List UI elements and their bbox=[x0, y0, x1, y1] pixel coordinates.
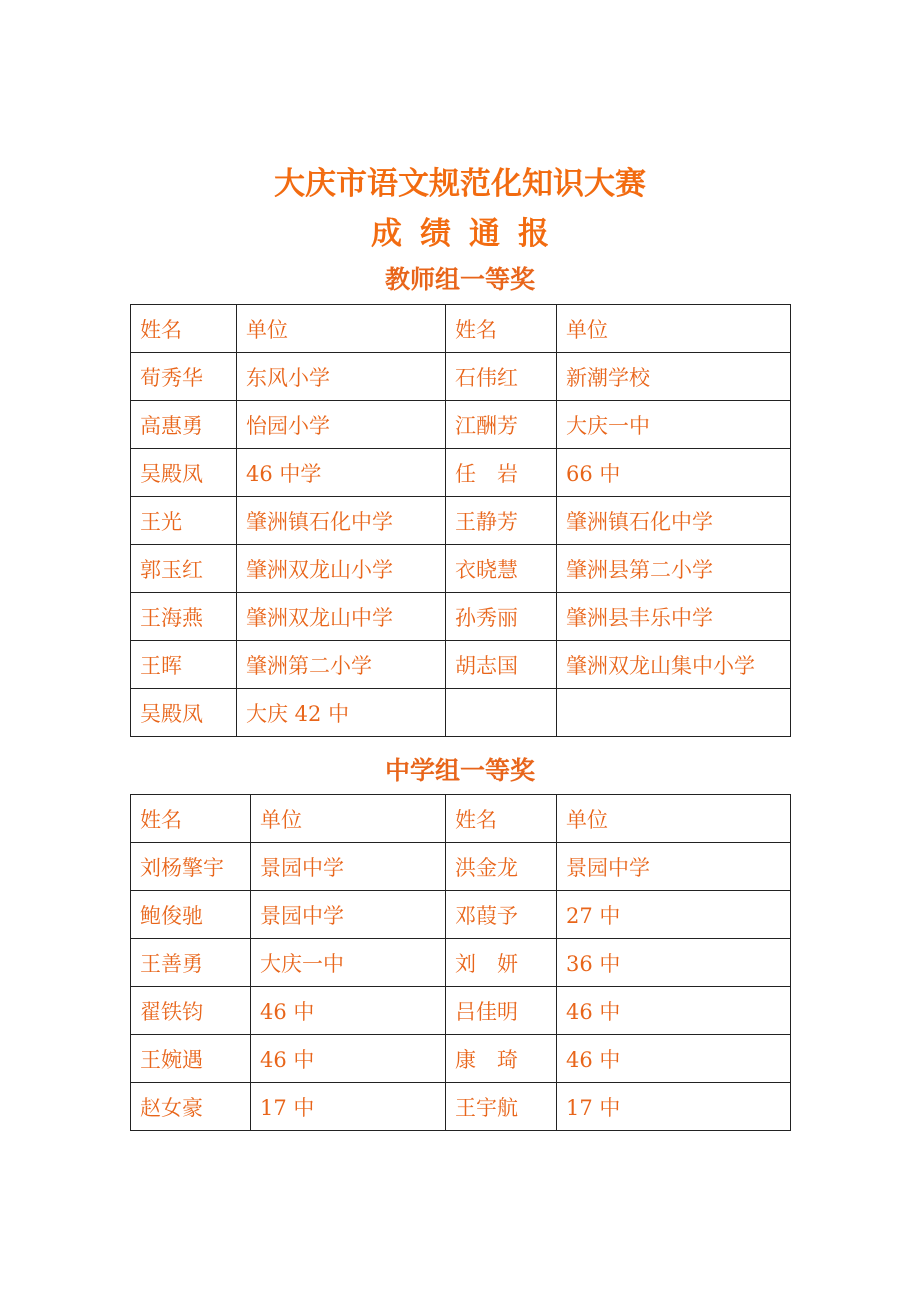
table-row bbox=[131, 449, 791, 497]
unit-cell: 肇洲双龙山小学 bbox=[237, 545, 446, 593]
name-cell: 康 琦 bbox=[446, 1035, 557, 1083]
unit-cell: 46 中 bbox=[557, 1035, 791, 1083]
name-cell: 王静芳 bbox=[446, 497, 557, 545]
name-cell: 吴殿凤 bbox=[131, 449, 237, 497]
unit-cell: 新潮学校 bbox=[557, 353, 791, 401]
table-row bbox=[131, 891, 791, 939]
table-row bbox=[131, 497, 791, 545]
unit-cell: 46 中 bbox=[251, 987, 446, 1035]
name-cell: 孙秀丽 bbox=[446, 593, 557, 641]
unit-cell: 大庆 42 中 bbox=[237, 689, 446, 737]
header-unit-cell: 单位 bbox=[251, 795, 446, 843]
name-cell: 任 岩 bbox=[446, 449, 557, 497]
name-cell: 刘杨擎宇 bbox=[131, 843, 251, 891]
unit-cell: 怡园小学 bbox=[237, 401, 446, 449]
unit-cell: 东风小学 bbox=[237, 353, 446, 401]
name-cell: 王婉遇 bbox=[131, 1035, 251, 1083]
name-cell: 高惠勇 bbox=[131, 401, 237, 449]
unit-cell: 46 中 bbox=[557, 987, 791, 1035]
table-row bbox=[131, 353, 791, 401]
name-cell: 王善勇 bbox=[131, 939, 251, 987]
table-row bbox=[131, 593, 791, 641]
middle-section-heading: 中学组一等奖 bbox=[384, 756, 535, 785]
unit-cell: 大庆一中 bbox=[251, 939, 446, 987]
name-cell: 吴殿凤 bbox=[131, 689, 237, 737]
teacher-award-table bbox=[130, 304, 791, 737]
unit-cell: 肇洲县第二小学 bbox=[557, 545, 791, 593]
header-name-cell: 姓名 bbox=[446, 795, 557, 843]
document-title: 大庆市语文规范化知识大赛 bbox=[274, 166, 646, 202]
unit-cell: 大庆一中 bbox=[557, 401, 791, 449]
teacher-table-body bbox=[131, 305, 791, 737]
name-cell: 石伟红 bbox=[446, 353, 557, 401]
unit-cell: 17 中 bbox=[557, 1083, 791, 1131]
table-row bbox=[131, 987, 791, 1035]
name-cell: 郭玉红 bbox=[131, 545, 237, 593]
name-cell: 王晖 bbox=[131, 641, 237, 689]
table-row bbox=[131, 1083, 791, 1131]
table-row bbox=[131, 1035, 791, 1083]
unit-cell: 肇洲镇石化中学 bbox=[237, 497, 446, 545]
unit-cell: 36 中 bbox=[557, 939, 791, 987]
table-header-row bbox=[131, 305, 791, 353]
name-cell bbox=[446, 689, 557, 737]
table-row bbox=[131, 843, 791, 891]
unit-cell: 肇洲县丰乐中学 bbox=[557, 593, 791, 641]
unit-cell: 46 中 bbox=[251, 1035, 446, 1083]
table-row bbox=[131, 939, 791, 987]
name-cell: 吕佳明 bbox=[446, 987, 557, 1035]
teacher-section-heading: 教师组一等奖 bbox=[384, 265, 535, 294]
unit-cell: 27 中 bbox=[557, 891, 791, 939]
unit-cell: 景园中学 bbox=[251, 843, 446, 891]
unit-cell bbox=[557, 689, 791, 737]
table-row bbox=[131, 689, 791, 737]
unit-cell: 肇洲第二小学 bbox=[237, 641, 446, 689]
name-cell: 王宇航 bbox=[446, 1083, 557, 1131]
unit-cell: 46 中学 bbox=[237, 449, 446, 497]
table-row bbox=[131, 401, 791, 449]
table-row bbox=[131, 641, 791, 689]
name-cell: 邓葭予 bbox=[446, 891, 557, 939]
document-subtitle: 成绩通报 bbox=[371, 216, 567, 252]
middle-award-table bbox=[130, 794, 791, 1131]
name-cell: 王海燕 bbox=[131, 593, 237, 641]
unit-cell: 肇洲双龙山集中小学 bbox=[557, 641, 791, 689]
name-cell: 荀秀华 bbox=[131, 353, 237, 401]
unit-cell: 66 中 bbox=[557, 449, 791, 497]
name-cell: 江酬芳 bbox=[446, 401, 557, 449]
name-cell: 赵女豪 bbox=[131, 1083, 251, 1131]
header-name-cell: 姓名 bbox=[131, 795, 251, 843]
unit-cell: 景园中学 bbox=[251, 891, 446, 939]
table-row bbox=[131, 545, 791, 593]
name-cell: 刘 妍 bbox=[446, 939, 557, 987]
header-unit-cell: 单位 bbox=[237, 305, 446, 353]
header-unit-cell: 单位 bbox=[557, 795, 791, 843]
unit-cell: 17 中 bbox=[251, 1083, 446, 1131]
name-cell: 王光 bbox=[131, 497, 237, 545]
name-cell: 胡志国 bbox=[446, 641, 557, 689]
table-header-row bbox=[131, 795, 791, 843]
unit-cell: 肇洲镇石化中学 bbox=[557, 497, 791, 545]
unit-cell: 肇洲双龙山中学 bbox=[237, 593, 446, 641]
header-unit-cell: 单位 bbox=[557, 305, 791, 353]
name-cell: 翟铁钧 bbox=[131, 987, 251, 1035]
header-name-cell: 姓名 bbox=[446, 305, 557, 353]
header-name-cell: 姓名 bbox=[131, 305, 237, 353]
unit-cell: 景园中学 bbox=[557, 843, 791, 891]
name-cell: 洪金龙 bbox=[446, 843, 557, 891]
middle-table-body bbox=[131, 795, 791, 1131]
name-cell: 鲍俊驰 bbox=[131, 891, 251, 939]
name-cell: 衣晓慧 bbox=[446, 545, 557, 593]
